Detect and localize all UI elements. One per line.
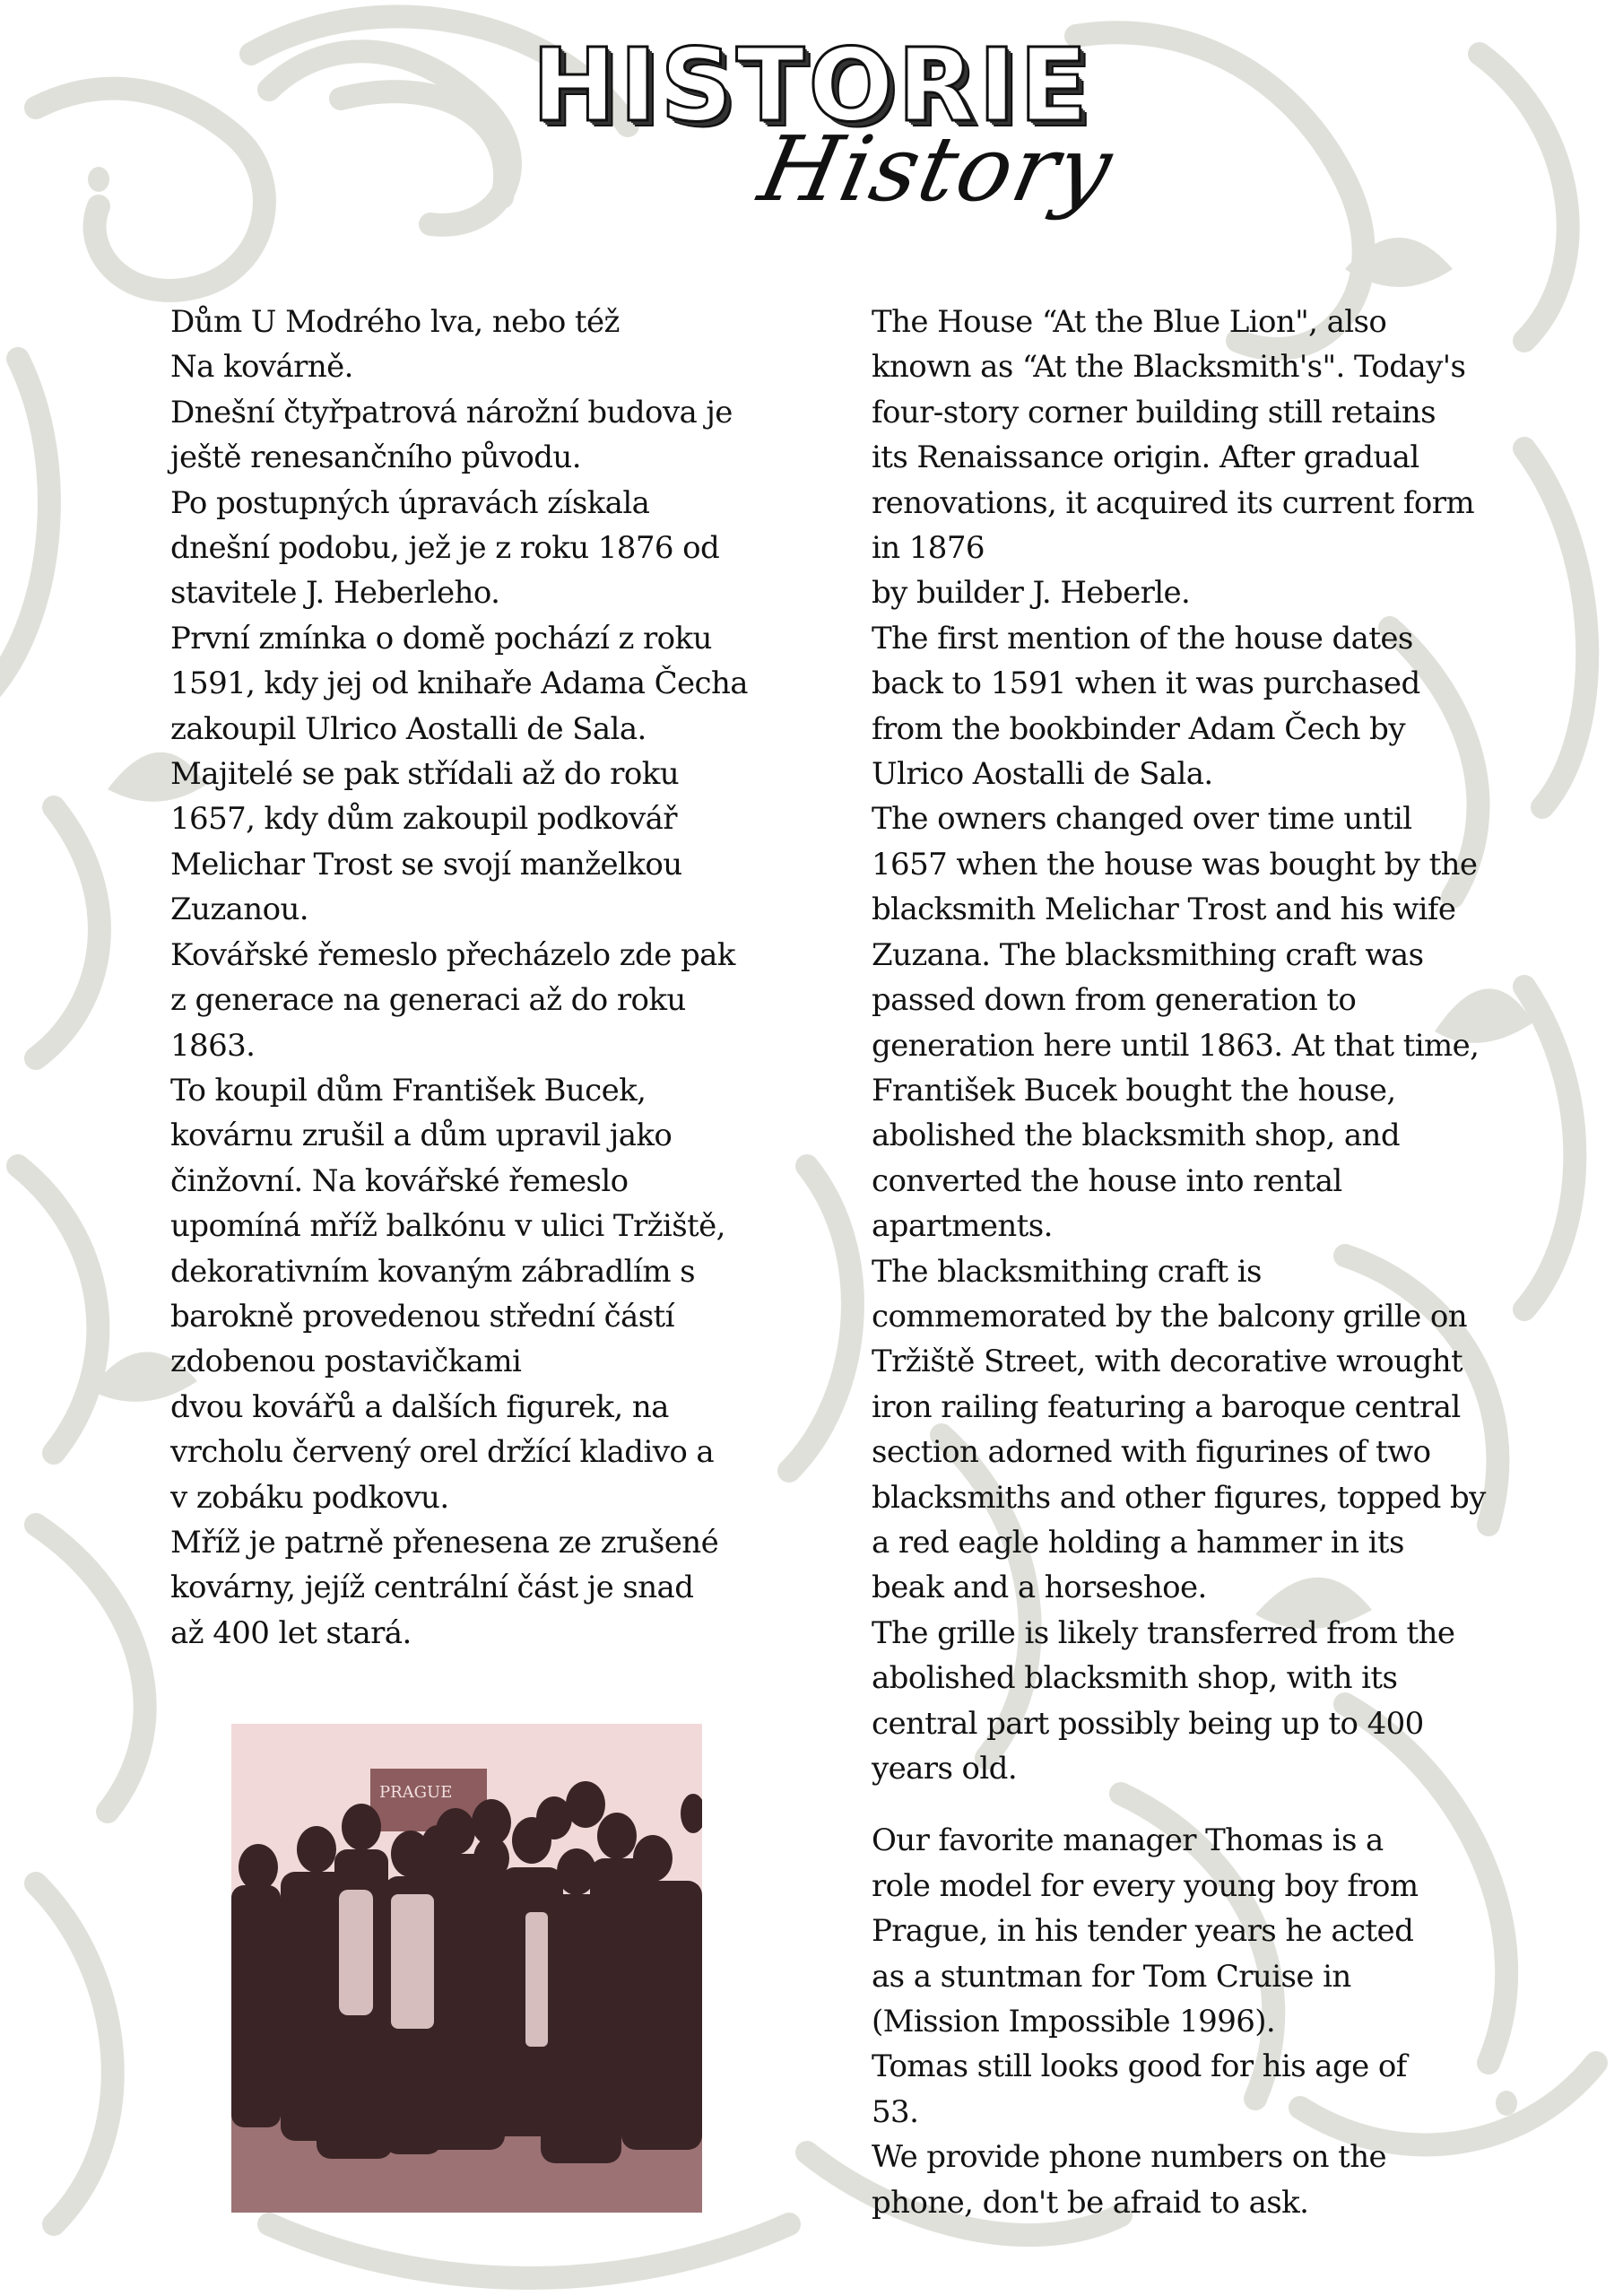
text-line: The owners changed over time until bbox=[872, 801, 1412, 838]
text-line: Dnešní čtyřpatrová nárožní budova je bbox=[170, 394, 733, 430]
text-line: vrcholu červený orel držící kladivo a bbox=[170, 1434, 715, 1471]
page-subtitle: History bbox=[751, 117, 1123, 222]
text-line: in 1876 bbox=[872, 530, 985, 567]
text-line: 1657 when the house was bought by the bbox=[872, 846, 1478, 883]
text-line: stavitele J. Heberleho. bbox=[170, 575, 500, 612]
text-line: zakoupil Ulrico Aostalli de Sala. bbox=[170, 710, 647, 747]
text-line: činžovní. Na kovářské řemeslo bbox=[170, 1162, 629, 1199]
text-line: Zuzanou. bbox=[170, 891, 308, 928]
group-photo bbox=[231, 1724, 702, 2213]
text-line: 1863. bbox=[170, 1027, 256, 1064]
text-line: ještě renesančního původu. bbox=[170, 439, 581, 476]
text-line: František Bucek bought the house, bbox=[872, 1072, 1396, 1109]
text-line: iron railing featuring a baroque central bbox=[872, 1388, 1461, 1425]
text-line: dnešní podobu, jež je z roku 1876 od bbox=[170, 530, 720, 567]
text-line: blacksmith Melichar Trost and his wife bbox=[872, 891, 1456, 928]
text-line: The first mention of the house dates bbox=[872, 620, 1413, 657]
text-line: 53. bbox=[872, 2093, 919, 2130]
text-line: Tomas still looks good for his age of bbox=[872, 2048, 1407, 2085]
text-line: až 400 let stará. bbox=[170, 1614, 412, 1651]
text-line: back to 1591 when it was purchased bbox=[872, 665, 1420, 702]
text-line: kovárnu zrušil a dům upravil jako bbox=[170, 1118, 673, 1154]
text-line: The grille is likely transferred from the bbox=[872, 1614, 1455, 1651]
text-line: Zuzana. The blacksmithing craft was bbox=[872, 936, 1424, 973]
text-line: Po postupných úpravách získala bbox=[170, 484, 650, 521]
text-line: generation here until 1863. At that time, bbox=[872, 1027, 1480, 1064]
text-line: To koupil dům František Bucek, bbox=[170, 1072, 647, 1109]
text-line: dvou kovářů a dalších figurek, na bbox=[170, 1388, 669, 1425]
text-line: abolished blacksmith shop, with its bbox=[872, 1660, 1398, 1697]
text-line: Ulrico Aostalli de Sala. bbox=[872, 756, 1213, 793]
page-title: HISTORIE bbox=[531, 28, 1092, 144]
text-line: known as “At the Blacksmith's". Today's bbox=[872, 349, 1466, 386]
photo-people bbox=[231, 1781, 702, 2163]
text-line: apartments. bbox=[872, 1208, 1053, 1245]
text-line: upomíná mříž balkónu v ulici Tržiště, bbox=[170, 1208, 725, 1245]
photo-sign-text: PRAGUE bbox=[379, 1783, 453, 1802]
english-column bbox=[872, 300, 1562, 2225]
text-line: Our favorite manager Thomas is a bbox=[872, 1822, 1384, 1859]
paragraph-gap bbox=[872, 1791, 1562, 1818]
text-line: Melichar Trost se svojí manželkou bbox=[170, 846, 682, 883]
text-line: Na kovárně. bbox=[170, 349, 353, 386]
text-line: dekorativním kovaným zábradlím s bbox=[170, 1253, 696, 1290]
text-line: 1657, kdy dům zakoupil podkovář bbox=[170, 801, 677, 838]
text-line: První zmínka o domě pochází z roku bbox=[170, 620, 712, 657]
manager-paragraph bbox=[872, 1818, 1562, 2225]
text-line: a red eagle holding a hammer in its bbox=[872, 1524, 1404, 1561]
text-line: section adorned with figurines of two bbox=[872, 1434, 1431, 1471]
text-line: 1591, kdy jej od knihaře Adama Čecha bbox=[170, 665, 748, 702]
text-line: Tržiště Street, with decorative wrought bbox=[872, 1344, 1463, 1380]
text-line: barokně provedenou střední částí bbox=[170, 1298, 674, 1335]
text-line: its Renaissance origin. After gradual bbox=[872, 439, 1419, 476]
text-line: years old. bbox=[872, 1751, 1018, 1787]
text-line: z generace na generaci až do roku bbox=[170, 982, 686, 1019]
text-line: beak and a horseshoe. bbox=[872, 1570, 1207, 1606]
czech-column bbox=[170, 300, 816, 1656]
text-line: converted the house into rental bbox=[872, 1162, 1342, 1199]
text-line: by builder J. Heberle. bbox=[872, 575, 1191, 612]
text-line: from the bookbinder Adam Čech by bbox=[872, 710, 1405, 747]
text-line: central part possibly being up to 400 bbox=[872, 1705, 1424, 1742]
text-line: renovations, it acquired its current form bbox=[872, 484, 1475, 521]
text-line: phone, don't be afraid to ask. bbox=[872, 2184, 1309, 2221]
text-line: four-story corner building still retains bbox=[872, 394, 1436, 430]
text-line: role model for every young boy from bbox=[872, 1867, 1419, 1904]
text-line: zdobenou postavičkami bbox=[170, 1344, 522, 1380]
text-line: passed down from generation to bbox=[872, 982, 1357, 1019]
text-line: The blacksmithing craft is bbox=[872, 1253, 1262, 1290]
text-line: blacksmiths and other figures, topped by bbox=[872, 1479, 1486, 1516]
text-line: Mříž je patrně přenesena ze zrušené bbox=[170, 1524, 719, 1561]
text-line: kovárny, jejíž centrální část je snad bbox=[170, 1570, 694, 1606]
text-line: Kovářské řemeslo přecházelo zde pak bbox=[170, 936, 735, 973]
text-line: Prague, in his tender years he acted bbox=[872, 1913, 1414, 1950]
text-line: (Mission Impossible 1996). bbox=[872, 2004, 1276, 2040]
text-line: We provide phone numbers on the bbox=[872, 2139, 1387, 2176]
text-line: abolished the blacksmith shop, and bbox=[872, 1118, 1400, 1154]
text-line: Dům U Modrého lva, nebo též bbox=[170, 304, 620, 340]
text-line: commemorated by the balcony grille on bbox=[872, 1298, 1468, 1335]
text-line: The House “At the Blue Lion", also bbox=[872, 304, 1387, 340]
text-line: Majitelé se pak střídali až do roku bbox=[170, 756, 679, 793]
text-line: v zobáku podkovu. bbox=[170, 1479, 449, 1516]
text-line: as a stuntman for Tom Cruise in bbox=[872, 1958, 1351, 1995]
